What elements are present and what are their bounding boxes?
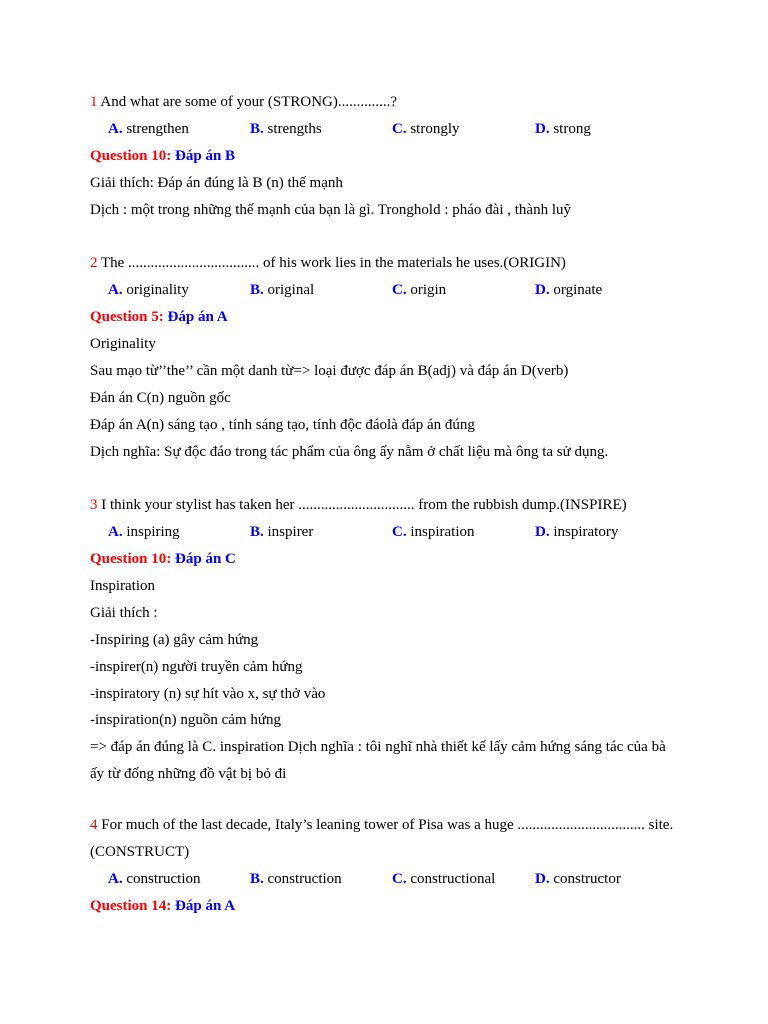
option-a: A. inspiring — [108, 524, 180, 541]
question-number: 1 — [90, 94, 98, 110]
answer-label: Question 14: — [90, 897, 172, 914]
question-stem — [90, 92, 682, 119]
option-d: D. strong — [535, 120, 591, 137]
explanation-line: Dịch : một trong những thế mạnh của bạn là gì. Tronghold : pháo đài , thành luỹ — [90, 201, 571, 218]
document-page — [90, 92, 682, 923]
question-stem — [90, 815, 682, 842]
option-a: A. construction — [108, 870, 201, 887]
options-row — [90, 869, 682, 896]
answer-label: Question 5: — [90, 309, 164, 326]
question-text: For much of the last decade, Italy’s leaning tower of Pisa was a huge .................................. site. — [97, 817, 674, 834]
explanation-line: Sau mạo từ’’the’’ cần một danh từ=> loại được đáp án B(adj) và đáp án D(verb) — [90, 362, 569, 379]
explanation-line: Đáp án A(n) sáng tạo , tính sáng tạo, tính độc đáolà đáp án đúng — [90, 416, 475, 433]
conclusion-line: => đáp án đúng là C. inspiration Dịch nghĩa : tôi nghĩ nhà thiết kế lấy cảm hứng sáng tác của bà ấy từ đống những đồ vật bị bỏ đi — [90, 739, 666, 783]
option-b: B. strengths — [250, 120, 322, 137]
option-c: C. strongly — [392, 120, 460, 137]
question-stem-continuation: (CONSTRUCT) — [90, 843, 190, 860]
explanation-line: -inspirer(n) người truyền cảm hứng — [90, 658, 303, 675]
option-d: D. orginate — [535, 282, 603, 299]
question-stem — [90, 495, 682, 522]
explanation-line: Đán án C(n) nguồn gốc — [90, 389, 231, 406]
explanation-line: -inspiratory (n) sự hít vào x, sự thở vào — [90, 685, 326, 702]
spacer — [90, 788, 682, 815]
answer-value: Đáp án A — [171, 897, 236, 914]
option-b: B. inspirer — [250, 524, 314, 541]
option-d: D. inspiratory — [535, 524, 619, 541]
answer-value: Đáp án B — [171, 147, 236, 164]
answer-value: Đáp án A — [163, 309, 228, 326]
options-row — [90, 280, 682, 307]
question-text: I think your stylist has taken her ............................... from the rubbish dump.(INSPIRE) — [97, 497, 627, 514]
explanation-line: -inspiration(n) nguồn cảm hứng — [90, 712, 282, 729]
answer-line — [90, 146, 682, 173]
options-row — [90, 119, 682, 146]
spacer — [90, 468, 682, 495]
option-a: A. strengthen — [108, 120, 189, 137]
explanation-line: Giải thích: Đáp án đúng là B (n) thế mạnh — [90, 174, 343, 191]
spacer — [90, 226, 682, 253]
answer-line — [90, 549, 682, 576]
option-c: C. inspiration — [392, 524, 475, 541]
answer-line — [90, 307, 682, 334]
question-number: 2 — [90, 255, 98, 272]
options-row — [90, 522, 682, 549]
explanation-line: Originality — [90, 336, 156, 353]
option-c: C. origin — [392, 282, 447, 299]
option-b: B. original — [250, 282, 315, 299]
option-a: A. originality — [108, 282, 189, 299]
answer-label: Question 10: — [90, 147, 172, 164]
question-number: 4 — [90, 817, 98, 834]
question-text: The ................................... of his work lies in the materials he uses.(ORIGIN) — [97, 255, 566, 272]
question-number: 3 — [90, 497, 98, 514]
option-b: B. construction — [250, 870, 342, 887]
option-c: C. constructional — [392, 870, 496, 887]
explanation-line: Dịch nghĩa: Sự độc đáo trong tác phẩm của ông ấy nằm ở chất liệu mà ông ta sử dụng. — [90, 443, 609, 460]
option-d: D. constructor — [535, 870, 621, 887]
answer-line — [90, 896, 682, 923]
answer-value: Đáp án C — [171, 551, 236, 568]
explanation-line: -Inspiring (a) gây cảm hứng — [90, 631, 259, 648]
explanation-line: Giải thích : — [90, 604, 158, 621]
answer-label: Question 10: — [90, 551, 172, 568]
question-text: And what are some of your (STRONG)..............? — [97, 94, 398, 110]
question-stem — [90, 253, 682, 280]
explanation-line: Inspiration — [90, 578, 155, 595]
